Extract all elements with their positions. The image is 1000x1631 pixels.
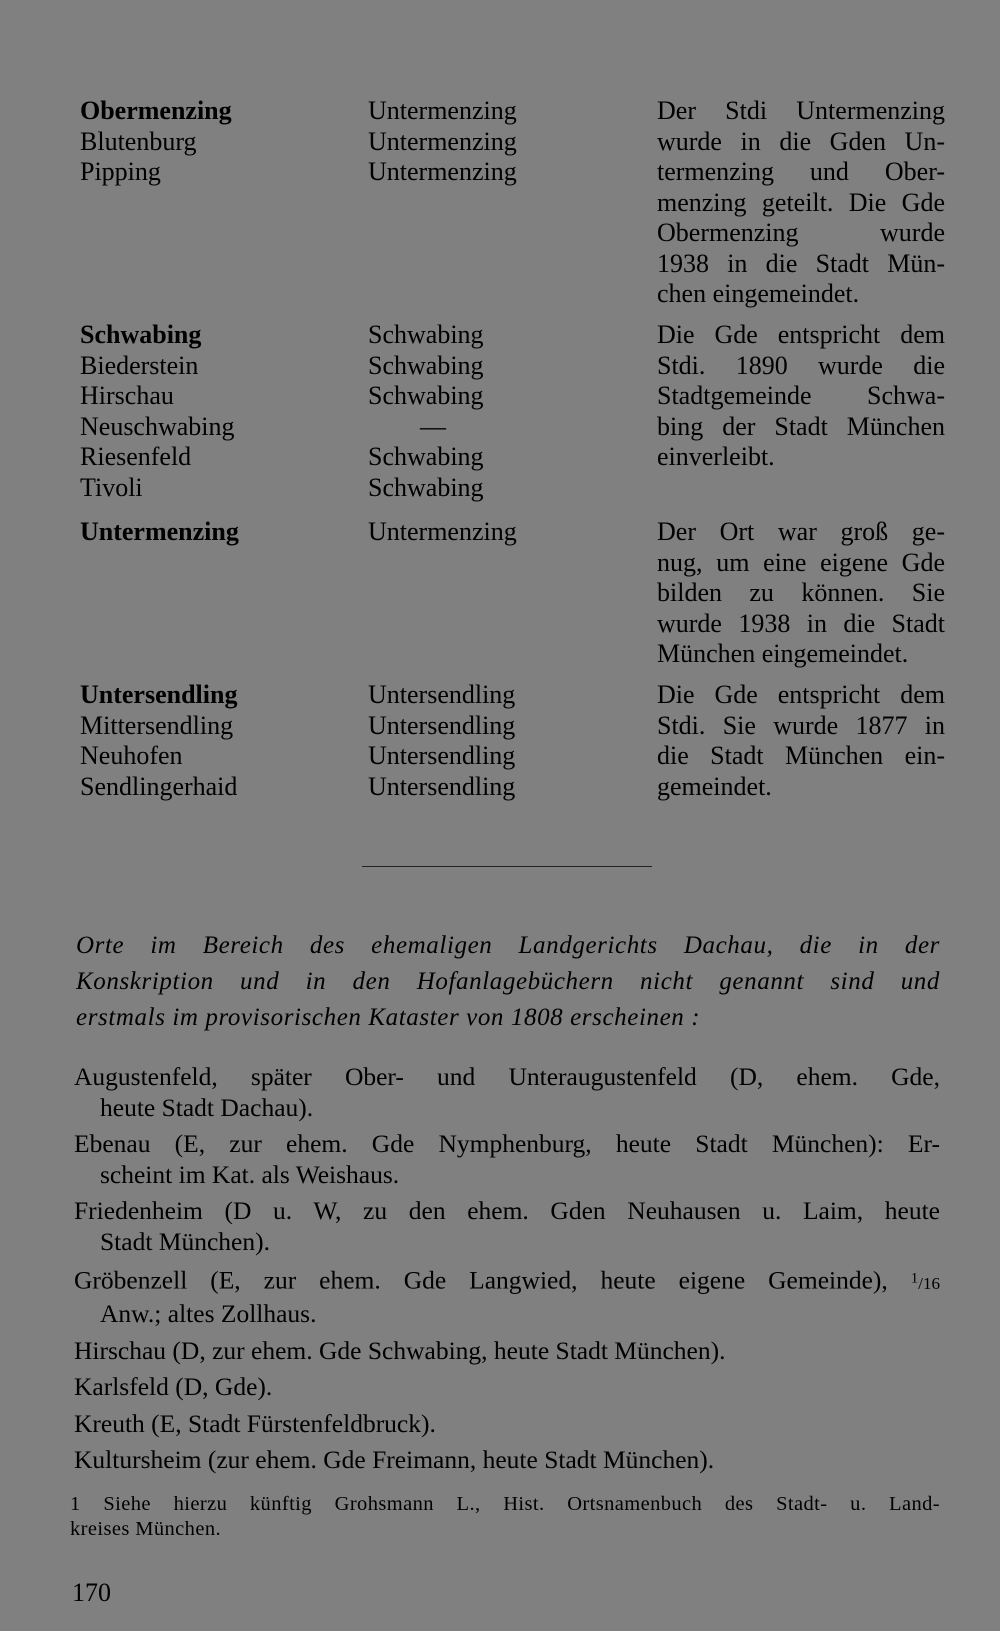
- steuerdistrikt-cell: Untermenzing: [368, 517, 517, 546]
- steuerdistrikt-column: [368, 320, 628, 503]
- note-line: bing der Stadt München: [657, 411, 945, 441]
- note-line: 1938 in die Stadt Mün-: [657, 248, 945, 278]
- list-item: [74, 1409, 940, 1440]
- entry-line: Anw.; altes Zollhaus.: [100, 1299, 317, 1329]
- note-column: [657, 517, 945, 670]
- heading-line: erstmals im provisorischen Kataster von 1808 erscheinen :: [76, 1004, 701, 1031]
- sub-place: Tivoli: [80, 472, 143, 502]
- sub-place: Pipping: [80, 157, 161, 186]
- steuerdistrikt-cell: Schwabing: [368, 442, 484, 471]
- note-column: [657, 680, 945, 802]
- note-line: einverleibt.: [657, 442, 775, 471]
- place-entries: [74, 1062, 940, 1482]
- note-line: Der Stdi Untermenzing: [657, 96, 945, 125]
- list-item: [74, 1062, 940, 1123]
- note-line: menzing geteilt. Die Gde: [657, 187, 945, 217]
- steuerdistrikt-cell: Untersendling: [368, 680, 516, 709]
- places-column: [80, 517, 350, 548]
- steuerdistrikt-cell: Untermenzing: [368, 126, 517, 156]
- section-heading: [76, 928, 940, 1036]
- sub-place: Riesenfeld: [80, 442, 192, 471]
- entry-line: Karlsfeld (D, Gde).: [74, 1372, 273, 1402]
- sub-place: Neuschwabing: [80, 411, 235, 441]
- section-divider: [362, 866, 652, 867]
- sub-place: Biederstein: [80, 350, 199, 380]
- entry-line: Friedenheim (D u. W, zu den ehem. Gden Neuhausen u. Laim, heute: [74, 1196, 940, 1225]
- footnote-line: kreises München.: [70, 1518, 222, 1540]
- heading-line: Orte im Bereich des ehemaligen Landgerichts Dachau, die in der: [76, 932, 940, 959]
- entry-line: Stadt München).: [100, 1226, 270, 1256]
- steuerdistrikt-cell: Untermenzing: [368, 157, 517, 186]
- steuerdistrikt-column: [368, 517, 628, 548]
- steuerdistrikt-cell: Schwabing: [368, 350, 484, 380]
- list-item: [74, 1196, 940, 1257]
- list-item: [74, 1445, 940, 1476]
- entry-line: Ebenau (E, zur ehem. Gde Nymphenburg, heute Stadt München): Er-: [74, 1129, 940, 1158]
- note-line: wurde in die Gden Un-: [657, 126, 945, 156]
- entry-line: Hirschau (D, zur ehem. Gde Schwabing, heute Stadt München).: [74, 1335, 726, 1365]
- steuerdistrikt-column: [368, 680, 628, 802]
- note-line: Stdi. 1890 wurde die: [657, 350, 945, 380]
- note-line: termenzing und Ober-: [657, 157, 945, 186]
- entry-line: scheint im Kat. als Weishaus.: [100, 1159, 400, 1189]
- footnote-line: 1 Siehe hierzu künftig Grohsmann L., Hist. Ortsnamenbuch des Stadt- u. Land-: [70, 1493, 940, 1515]
- entry-line: heute Stadt Dachau).: [100, 1092, 314, 1122]
- heading-line: Konskription und in den Hofanlagebüchern nicht genannt sind und: [76, 968, 940, 995]
- steuerdistrikt-cell: Untersendling: [368, 741, 516, 770]
- places-column: [80, 680, 350, 802]
- fraction: $^1$/16: [910, 1270, 941, 1293]
- steuerdistrikt-cell: Untersendling: [368, 710, 516, 740]
- sub-place: Neuhofen: [80, 741, 183, 770]
- steuerdistrikt-column: [368, 96, 628, 188]
- note-line: chen eingemeindet.: [657, 279, 860, 308]
- sub-place: Mittersendling: [80, 710, 234, 740]
- steuerdistrikt-cell: Schwabing: [368, 381, 484, 410]
- note-line: Die Gde entspricht dem: [657, 680, 945, 709]
- steuerdistrikt-cell: Untersendling: [368, 771, 516, 801]
- note-line: wurde 1938 in die Stadt: [657, 608, 945, 638]
- entry-line: Kreuth (E, Stadt Fürstenfeldbruck).: [74, 1408, 436, 1438]
- sub-place: Sendlingerhaid: [80, 771, 238, 801]
- footnote: [70, 1492, 940, 1542]
- places-column: [80, 96, 350, 188]
- list-item: [74, 1129, 940, 1190]
- note-line: gemeindet.: [657, 771, 772, 801]
- entry-line: Augustenfeld, später Ober- und Unteraugustenfeld (D, ehem. Gde,: [74, 1062, 940, 1091]
- note-line: Stadtgemeinde Schwa-: [657, 381, 945, 410]
- steuerdistrikt-cell: —: [420, 411, 446, 441]
- main-place: Untersendling: [80, 680, 238, 709]
- note-line: die Stadt München ein-: [657, 741, 945, 770]
- places-column: [80, 320, 350, 503]
- note-line: Stdi. Sie wurde 1877 in: [657, 710, 945, 740]
- list-item: [74, 1263, 940, 1330]
- main-place: Untermenzing: [80, 517, 239, 546]
- sub-place: Blutenburg: [80, 126, 197, 156]
- main-place: Schwabing: [80, 320, 202, 349]
- list-item: [74, 1336, 940, 1367]
- note-line: nug, um eine eigene Gde: [657, 547, 945, 577]
- page-number: 170: [72, 1578, 111, 1607]
- note-line: Obermenzing wurde: [657, 218, 945, 247]
- note-column: [657, 320, 945, 473]
- main-place: Obermenzing: [80, 96, 232, 125]
- sub-place: Hirschau: [80, 381, 174, 410]
- note-line: Der Ort war groß ge-: [657, 517, 945, 546]
- note-line: bilden zu können. Sie: [657, 578, 945, 607]
- steuerdistrikt-cell: Untermenzing: [368, 96, 517, 125]
- note-column: [657, 96, 945, 310]
- note-line: Die Gde entspricht dem: [657, 320, 945, 349]
- steuerdistrikt-cell: Schwabing: [368, 472, 484, 502]
- entry-line: Gröbenzell (E, zur ehem. Gde Langwied, heute eigene Gemeinde), $^1$/16: [74, 1265, 941, 1295]
- entry-line: Kultursheim (zur ehem. Gde Freimann, heute Stadt München).: [74, 1445, 715, 1475]
- note-line: München eingemeindet.: [657, 639, 909, 668]
- footnote-marker: 1: [70, 1493, 81, 1515]
- list-item: [74, 1372, 940, 1403]
- steuerdistrikt-cell: Schwabing: [368, 320, 484, 349]
